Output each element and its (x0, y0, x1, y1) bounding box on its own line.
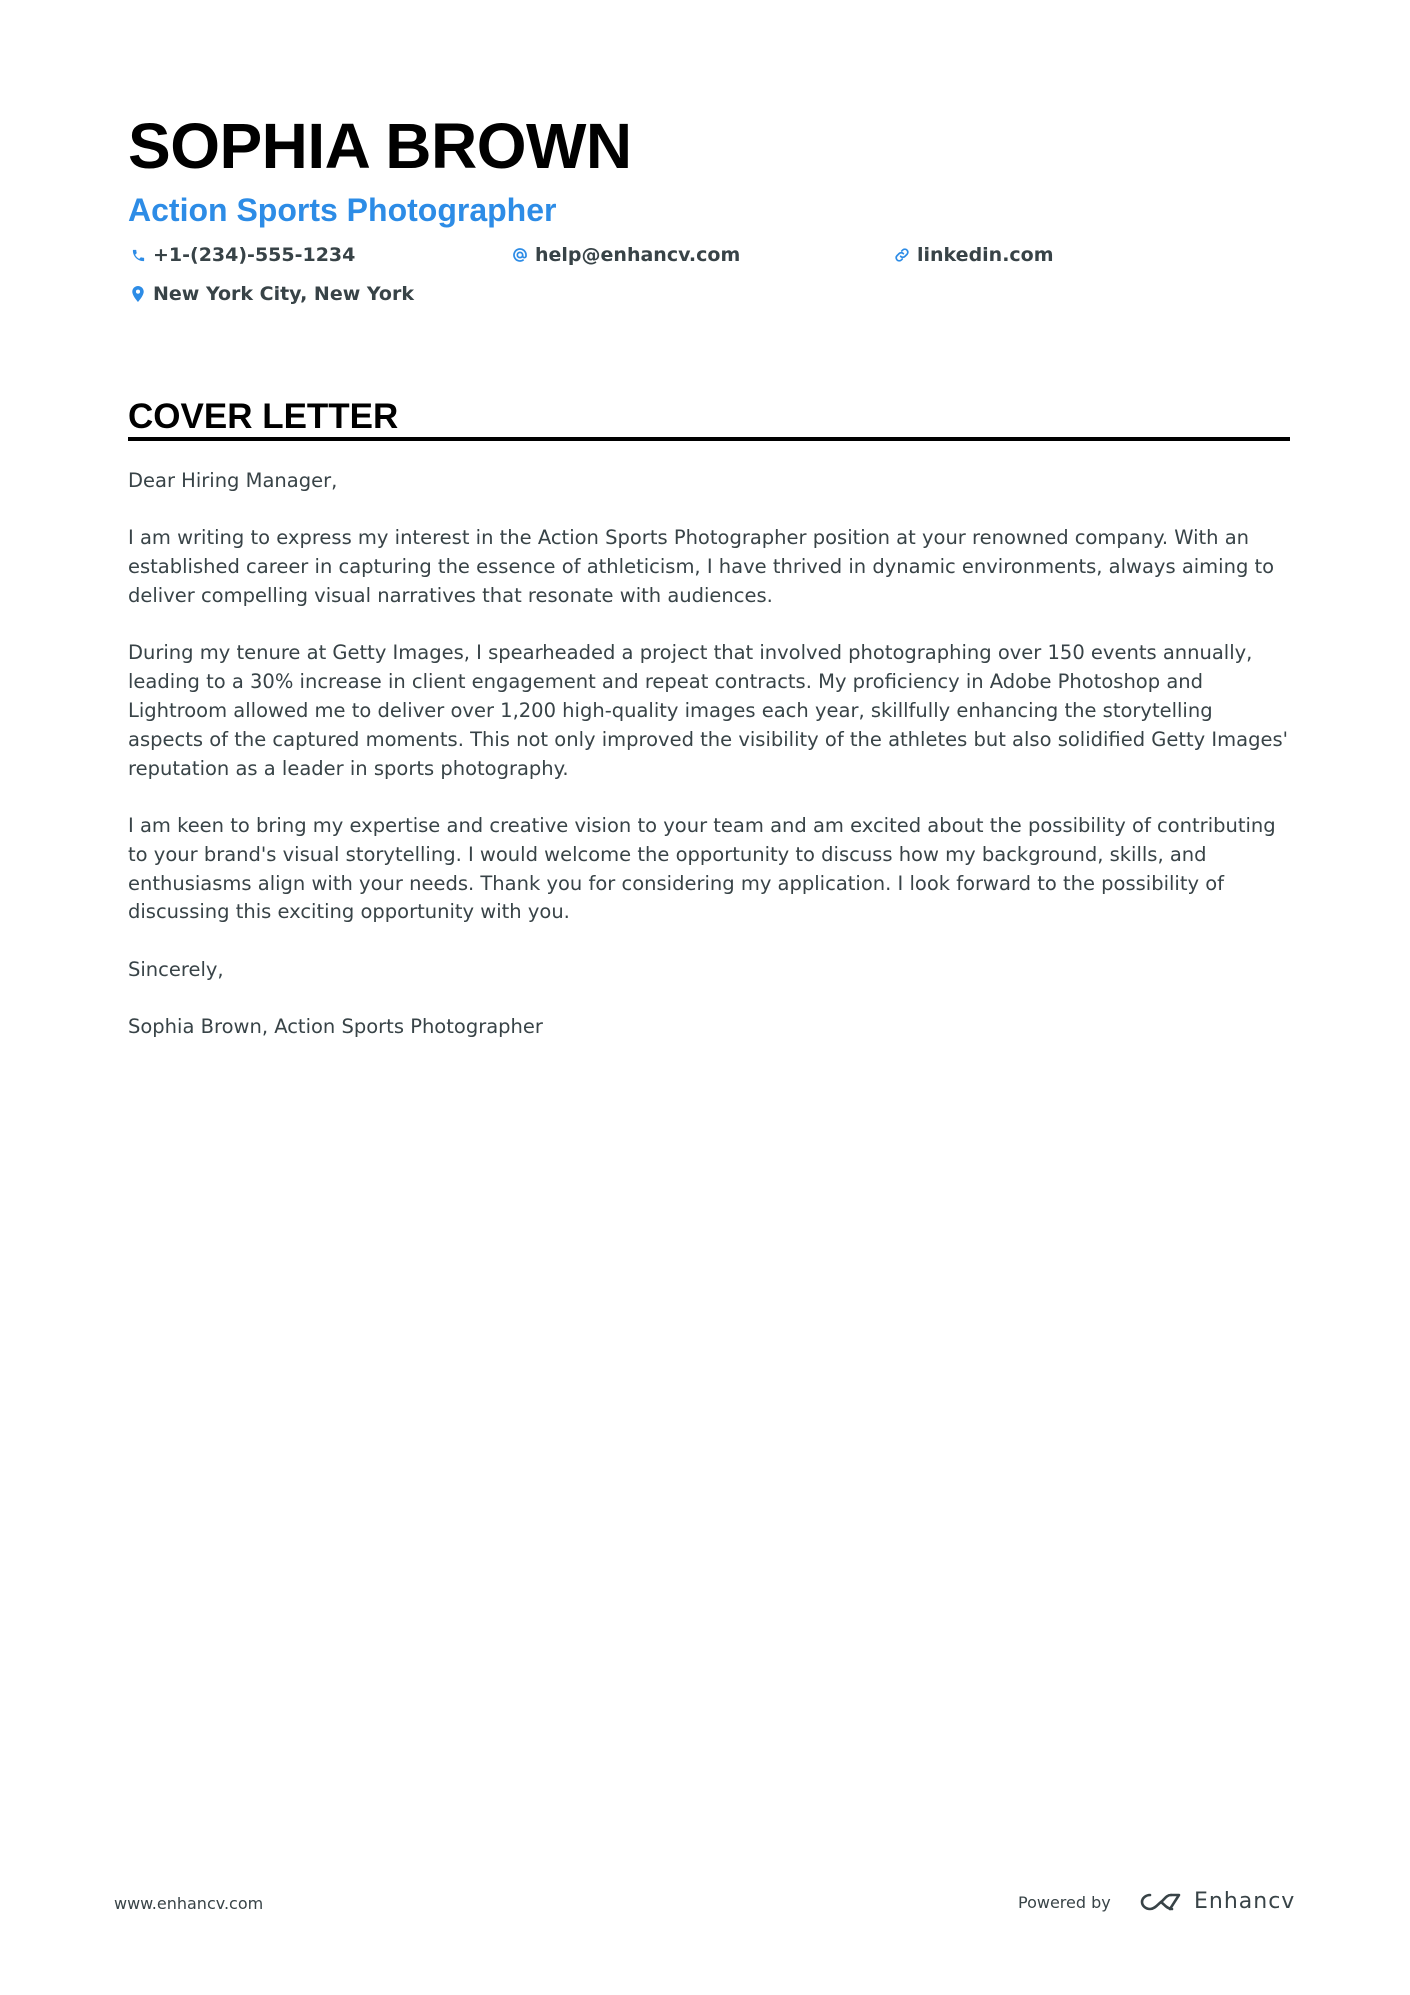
letter-paragraph-2: During my tenure at Getty Images, I spearheaded a project that involved photographing over 150 events annually, leading to a 30% increase in client engagement and repeat contracts. My proficiency in Adobe Photoshop and Lightroom allowed me to deliver over 1,200 high-quality images each year, skillfully enhancing the storytelling aspects of the captured moments. This not only improved the visibility of the athletes but also solidified Getty Images' reputation as a leader in sports photography. (128, 641, 1289, 780)
contact-location-text: New York City, New York (153, 283, 414, 305)
link-icon (894, 247, 910, 263)
letter-closing: Sincerely, (128, 957, 224, 981)
contact-location (130, 281, 414, 307)
contact-email[interactable] (512, 242, 740, 268)
candidate-title: Action Sports Photographer (128, 192, 557, 228)
contact-linkedin[interactable] (894, 242, 1054, 268)
candidate-name: SOPHIA BROWN (128, 110, 632, 182)
contact-linkedin-text: linkedin.com (917, 244, 1054, 266)
letter-paragraph-3: I am keen to bring my expertise and creative vision to your team and am excited about the possibility of contributing to your brand's visual storytelling. I would welcome the opportunity to discuss how my background, skills, and enthusiasms align with your needs. Thank you for considering my application. I look forward to the possibility of discussing this exciting opportunity with you. (128, 813, 1276, 924)
enhancv-logo-icon (1138, 1889, 1184, 1915)
contact-email-text: help@enhancv.com (535, 244, 741, 266)
phone-icon (130, 247, 146, 263)
footer-brand-name: Enhancv (1194, 1889, 1296, 1914)
letter-greeting: Dear Hiring Manager, (128, 469, 338, 492)
footer-powered-by: Powered by (1018, 1893, 1111, 1912)
section-divider (128, 437, 1290, 441)
contact-phone[interactable] (130, 242, 355, 268)
location-pin-icon (130, 286, 146, 302)
at-icon (512, 247, 528, 263)
footer-website-link[interactable]: www.enhancv.com (114, 1894, 264, 1913)
letter-signature: Sophia Brown, Action Sports Photographer (128, 1015, 543, 1039)
section-title: COVER LETTER (128, 397, 399, 436)
letter-body (128, 467, 1290, 1071)
footer-brand[interactable] (1138, 1888, 1295, 1916)
letter-paragraph-1: I am writing to express my interest in the Action Sports Photographer position at your renowned company. With an established career in capturing the essence of athleticism, I have thrived in dynamic environments, always aiming to deliver compelling visual narratives that resonate with audiences. (128, 526, 1275, 607)
contact-phone-text: +1-(234)-555-1234 (153, 244, 356, 266)
